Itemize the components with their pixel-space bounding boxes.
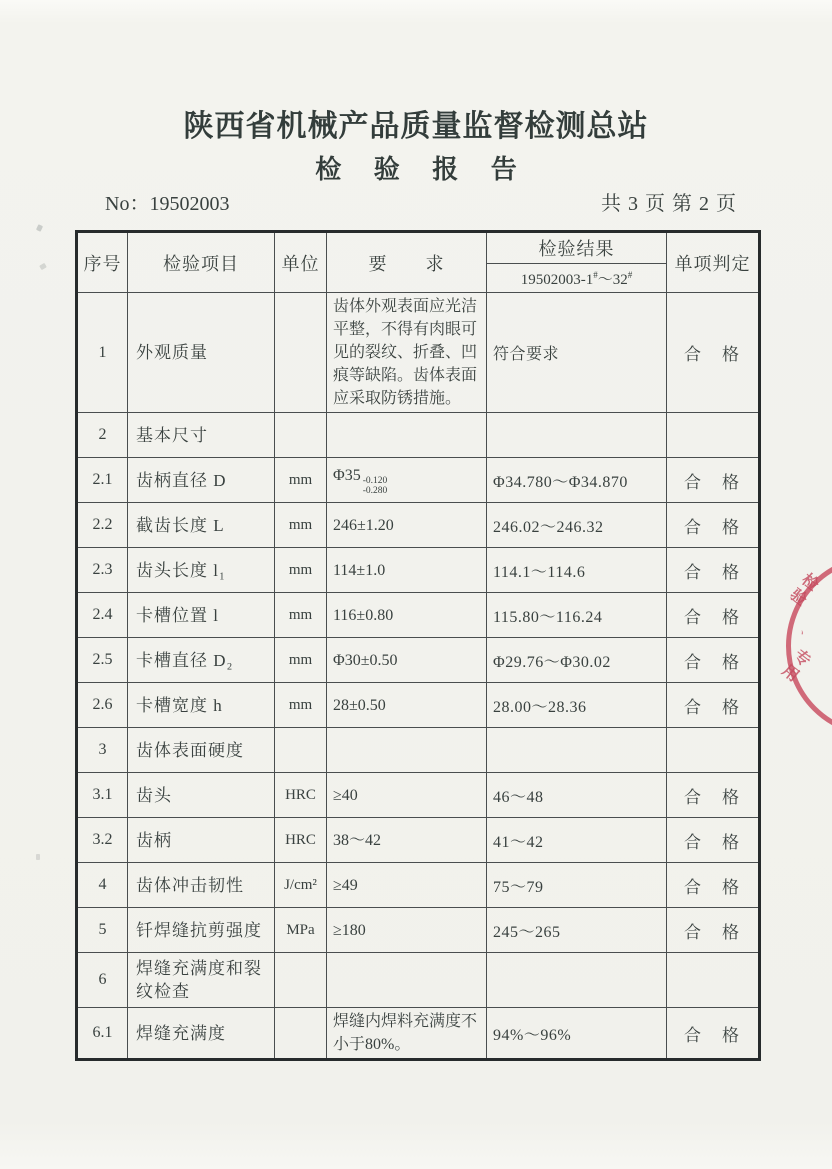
row-verdict: 合 格: [667, 908, 760, 953]
stamp-text-top: 检验: [784, 568, 821, 610]
row-seq: 4: [77, 863, 128, 908]
row-unit: mm: [275, 593, 327, 638]
row-requirement: Φ30±0.50: [327, 638, 487, 683]
row-verdict: 合 格: [667, 293, 760, 413]
row-result: 符合要求: [487, 293, 667, 413]
row-requirement: [327, 458, 487, 503]
row-verdict: [667, 728, 760, 773]
table-row: [77, 548, 760, 593]
header-seq: 序号: [77, 232, 128, 293]
row-item: 齿柄直径 D: [128, 458, 275, 503]
row-seq: 3.1: [77, 773, 128, 818]
header-item: 检验项目: [128, 232, 275, 293]
scan-edge-shadow: [0, 1147, 832, 1157]
row-verdict: 合 格: [667, 593, 760, 638]
row-seq: 2.4: [77, 593, 128, 638]
row-item: 卡槽位置 l: [128, 593, 275, 638]
row-unit: J/cm²: [275, 863, 327, 908]
inspection-table: [75, 230, 761, 1061]
row-verdict: 合 格: [667, 863, 760, 908]
row-seq: 2.1: [77, 458, 128, 503]
row-verdict: [667, 953, 760, 1008]
row-seq: 5: [77, 908, 128, 953]
report-number: [105, 187, 229, 216]
row-requirement: [327, 728, 487, 773]
row-unit: [275, 413, 327, 458]
report-number-label: No：: [105, 193, 150, 215]
pagination: 共 3 页 第 2 页: [601, 193, 737, 215]
row-requirement: 齿体外观表面应光洁平整，不得有肉眼可见的裂纹、折叠、凹痕等缺陷。齿体表面应采取防锈措施。: [327, 293, 487, 413]
row-seq: 3: [77, 728, 128, 773]
row-unit: [275, 953, 327, 1008]
row-item: 齿头长度 l₁: [128, 548, 275, 593]
row-item: 截齿长度 L: [128, 503, 275, 548]
table-row: [77, 503, 760, 548]
row-unit: [275, 293, 327, 413]
table-row: [77, 953, 760, 1008]
row-requirement: ≥49: [327, 863, 487, 908]
row-result: 75～79: [487, 863, 667, 908]
table-row: [77, 818, 760, 863]
row-result: 115.80～116.24: [487, 593, 667, 638]
row-verdict: [667, 413, 760, 458]
scan-artifact: [39, 263, 47, 270]
row-item: 焊缝充满度: [128, 1008, 275, 1060]
row-result: Φ34.780～Φ34.870: [487, 458, 667, 503]
report-number-value: 19502003: [149, 193, 230, 215]
scan-artifact: [36, 224, 43, 232]
row-result: 28.00～28.36: [487, 683, 667, 728]
report-title: 检 验 报 告: [315, 155, 530, 184]
inspection-stamp: [775, 548, 832, 742]
table-row: [77, 293, 760, 413]
row-result: Φ29.76～Φ30.02: [487, 638, 667, 683]
scan-artifact: [36, 854, 40, 860]
row-unit: mm: [275, 683, 327, 728]
row-seq: 1: [77, 293, 128, 413]
row-seq: 3.2: [77, 818, 128, 863]
stamp-ring-icon: [786, 555, 832, 737]
row-requirement: [327, 953, 487, 1008]
row-verdict: 合 格: [667, 683, 760, 728]
row-unit: [275, 1008, 327, 1060]
sample-range-hash: #: [627, 269, 633, 280]
stamp-text-bottom: 专用: [776, 644, 813, 686]
row-unit: mm: [275, 458, 327, 503]
header-requirement: 要 求: [327, 232, 487, 293]
row-result: [487, 953, 667, 1008]
table-row: [77, 683, 760, 728]
row-requirement: 焊缝内焊料充满度不小于80%。: [327, 1008, 487, 1060]
row-result: 41～42: [487, 818, 667, 863]
row-verdict: 合 格: [667, 548, 760, 593]
row-unit: [275, 728, 327, 773]
row-unit: HRC: [275, 773, 327, 818]
tolerance-stack: -0.120 -0.280: [362, 476, 388, 496]
sample-range-hash: #: [593, 269, 598, 280]
table-row: [77, 458, 760, 503]
row-requirement: [327, 413, 487, 458]
row-item: 钎焊缝抗剪强度: [128, 908, 275, 953]
row-unit: mm: [275, 548, 327, 593]
row-requirement: 38～42: [327, 818, 487, 863]
table-row: [77, 908, 760, 953]
row-verdict: 合 格: [667, 773, 760, 818]
row-requirement: ≥40: [327, 773, 487, 818]
row-requirement: 246±1.20: [327, 503, 487, 548]
row-unit: mm: [275, 503, 327, 548]
header-result: 检验结果: [487, 232, 667, 264]
row-seq: 2.6: [77, 683, 128, 728]
row-item: 齿头: [128, 773, 275, 818]
header-result-sample-range: [487, 264, 667, 293]
row-seq: 2.5: [77, 638, 128, 683]
table-row: [77, 413, 760, 458]
row-result: [487, 728, 667, 773]
row-item: 卡槽直径 D₂: [128, 638, 275, 683]
row-result: 94%～96%: [487, 1008, 667, 1060]
header-unit: 单位: [275, 232, 327, 293]
table-row: [77, 638, 760, 683]
row-item: 齿体冲击韧性: [128, 863, 275, 908]
row-verdict: 合 格: [667, 458, 760, 503]
row-seq: 2.3: [77, 548, 128, 593]
row-result: 114.1～114.6: [487, 548, 667, 593]
row-seq: 6.1: [77, 1008, 128, 1060]
meta-row: [105, 187, 737, 216]
tolerance-base: Φ35: [333, 467, 361, 484]
row-seq: 2: [77, 413, 128, 458]
row-result: [487, 413, 667, 458]
row-requirement: 116±0.80: [327, 593, 487, 638]
row-item: 齿体表面硬度: [128, 728, 275, 773]
row-seq: 6: [77, 953, 128, 1008]
row-verdict: 合 格: [667, 818, 760, 863]
row-unit: mm: [275, 638, 327, 683]
row-unit: HRC: [275, 818, 327, 863]
row-result: 46～48: [487, 773, 667, 818]
sample-range-base: 19502003-1: [520, 271, 594, 288]
row-result: 245～265: [487, 908, 667, 953]
row-verdict: 合 格: [667, 1008, 760, 1060]
table-row: [77, 593, 760, 638]
row-verdict: 合 格: [667, 503, 760, 548]
row-result: 246.02～246.32: [487, 503, 667, 548]
table-row: [77, 863, 760, 908]
table-row: [77, 1008, 760, 1060]
stamp-separator: 、: [798, 622, 818, 643]
table-row: [77, 773, 760, 818]
row-verdict: 合 格: [667, 638, 760, 683]
header-verdict: 单项判定: [667, 232, 760, 293]
row-item: 基本尺寸: [128, 413, 275, 458]
row-item: 齿柄: [128, 818, 275, 863]
row-item: 焊缝充满度和裂纹检查: [128, 953, 275, 1008]
row-requirement: ≥180: [327, 908, 487, 953]
row-item: 外观质量: [128, 293, 275, 413]
row-unit: MPa: [275, 908, 327, 953]
table-row: [77, 728, 760, 773]
sample-range-mid: ～32: [597, 271, 628, 288]
row-requirement: 28±0.50: [327, 683, 487, 728]
table-header-row: [77, 232, 760, 264]
row-seq: 2.2: [77, 503, 128, 548]
row-item: 卡槽宽度 h: [128, 683, 275, 728]
row-requirement: 114±1.0: [327, 548, 487, 593]
page-title: 陕西省机械产品质量监督检测总站: [183, 110, 649, 143]
